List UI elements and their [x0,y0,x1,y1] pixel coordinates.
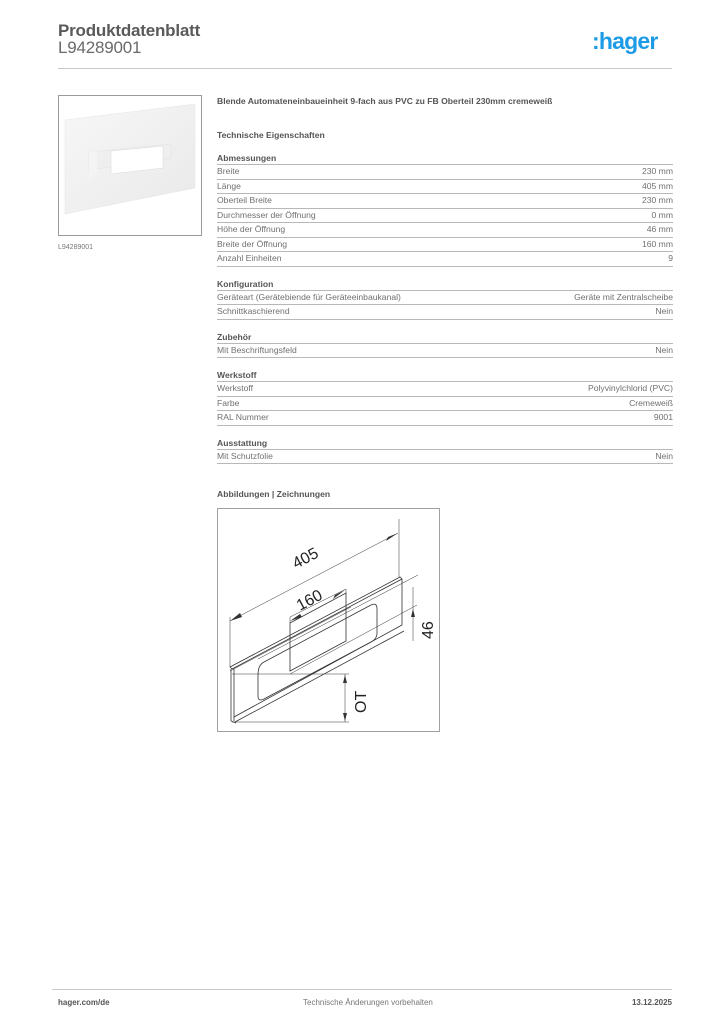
dim-46-label: 46 [420,621,437,639]
row-value: Nein [655,306,673,316]
dimension-drawing-icon [218,509,439,731]
row-label: Durchmesser der Öffnung [217,209,316,220]
footer-date: 13.12.2025 [631,998,672,1007]
row-value: Polyvinylchlorid (PVC) [587,383,673,393]
row-label: Werkstoff [217,383,253,393]
table-row [217,291,673,306]
footer-website-link[interactable]: hager.com/de [58,998,110,1007]
footer-divider [52,989,672,990]
hager-logo: :hager [592,28,658,54]
technical-properties-title: Technische Eigenschaften [217,130,325,140]
row-value: 405 mm [641,180,673,191]
row-value: 160 mm [641,238,673,249]
row-value: 9001 [653,412,673,422]
row-label: Geräteart (Gerätebiende für Geräteeinbaukanal) [217,291,401,302]
dim-405-label: 405 [289,544,322,573]
table-row [217,305,673,320]
row-value: 230 mm [641,166,673,176]
row-value: 46 mm [646,224,673,234]
row-label: Mit Beschriftungsfeld [217,344,297,355]
section-title: Werkstoff [217,370,673,382]
section-configuration [217,279,673,320]
table-row [217,450,673,465]
section-dimensions [217,153,673,267]
product-thumbnail [58,95,202,236]
dim-ot-label: OT [353,690,370,713]
footer-disclaimer: Technische Änderungen vorbehalten [303,998,433,1007]
row-label: Farbe [217,397,240,408]
product-name: Blende Automateneinbaueinheit 9-fach aus PVC zu FB Oberteil 230mm cremeweiß [217,96,553,106]
section-title: Ausstattung [217,438,673,450]
row-label: Breite [217,166,240,176]
technical-drawing [217,508,440,732]
table-row [217,382,673,397]
row-label: Anzahl Einheiten [217,253,282,263]
table-row [217,165,673,180]
section-accessories [217,332,673,359]
section-title: Abmessungen [217,153,673,165]
article-number: L94289001 [58,38,142,57]
table-row [217,180,673,195]
section-equipment [217,438,673,465]
row-label: Breite der Öffnung [217,238,288,249]
row-value: Geräte mit Zentralscheibe [574,291,673,302]
row-label: Höhe der Öffnung [217,224,286,234]
table-row [217,209,673,224]
thumbnail-caption: L94289001 [58,244,94,251]
section-title: Konfiguration [217,279,673,291]
table-row [217,194,673,209]
table-row [217,223,673,238]
dim-160-label: 160 [293,586,326,615]
section-material [217,370,673,426]
section-title: Zubehör [217,332,673,344]
row-value: Nein [655,344,673,355]
table-row [217,411,673,426]
row-value: 0 mm [651,209,673,220]
table-row [217,252,673,267]
row-label: Länge [217,180,241,191]
figures-title: Abbildungen | Zeichnungen [217,489,331,499]
row-value: Nein [655,450,673,461]
table-row [217,344,673,359]
row-value: 9 [668,253,673,263]
row-label: Schnittkaschierend [217,306,290,316]
row-value: 230 mm [641,195,673,205]
header-divider [58,68,672,69]
table-row [217,238,673,253]
product-details [217,95,673,464]
row-value: Cremeweiß [629,397,673,408]
row-label: Oberteil Breite [217,195,272,205]
page-title: Produktdatenblatt [58,21,201,40]
row-label: Mit Schutzfolie [217,450,273,461]
row-label: RAL Nummer [217,412,269,422]
product-image-icon [59,96,201,235]
table-row [217,397,673,412]
